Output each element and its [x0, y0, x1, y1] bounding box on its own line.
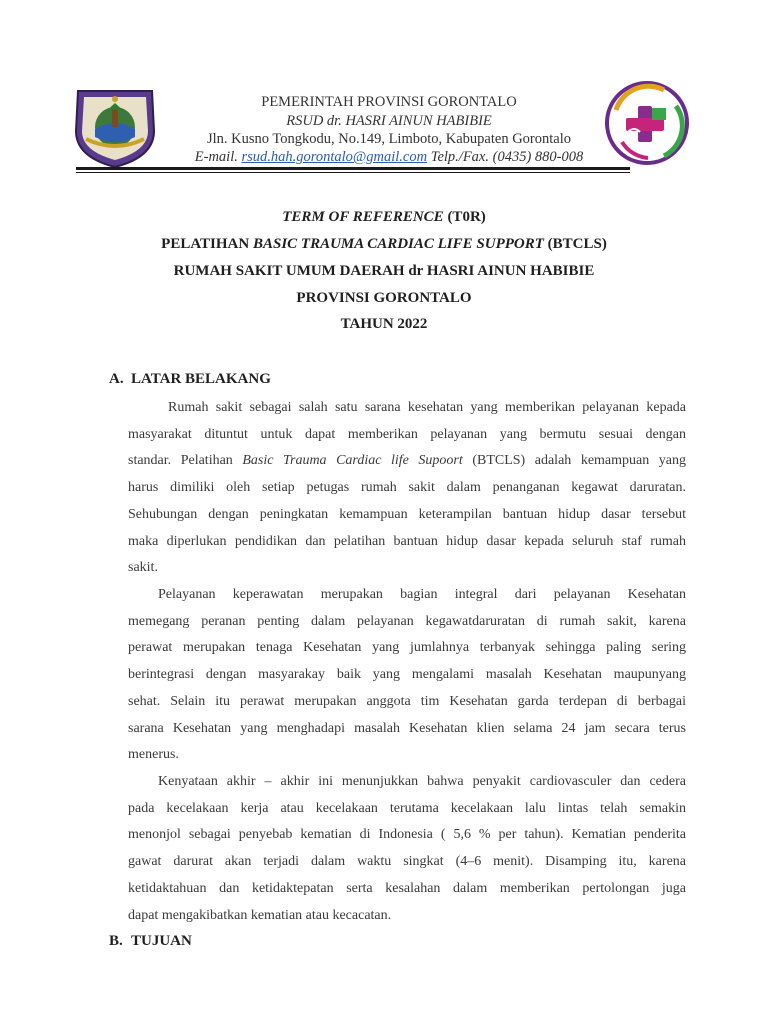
letterhead-government: PEMERINTAH PROVINSI GORONTALO	[261, 94, 517, 110]
phone-text: Telp./Fax. (0435) 880-008	[430, 149, 584, 165]
doc-title-line1: TERM OF REFERENCE (T0R)	[282, 209, 486, 225]
doc-title-line2: PELATIHAN BASIC TRAUMA CARDIAC LIFE SUPPORT (BTCLS)	[161, 236, 607, 252]
email-link[interactable]: rsud.hah.gorontalo@gmail.com	[241, 149, 428, 165]
body-text-line: menonjol sebagai penyebab kematian di Indonesia ( 5,6 % per tahun). Kematian penderita	[128, 827, 686, 843]
body-text-line: standar. Pelatihan Basic Trauma Cardiac life Supoort (BTCLS) adalah kemampuan yang	[128, 453, 686, 469]
body-text-line: berintegrasi dengan masyarakay baik yang mengalami masalah Kesehatan maupunyang	[128, 667, 686, 683]
email-label: E-mail.	[194, 149, 238, 165]
section-heading-b: B. TUJUAN	[109, 933, 192, 949]
body-text-line: pada kecelakaan kerja atau kecelakaan terutama kecelakaan lalu lintas telah semakin	[128, 800, 686, 816]
body-text-line: sarana Kesehatan yang menghadapi masalah Kesehatan klien selama 24 jam secara terus	[128, 720, 686, 736]
body-text-line: sakit.	[128, 560, 158, 576]
body-text-line: Rumah sakit sebagai salah satu sarana kesehatan yang memberikan pelayanan kepada	[168, 400, 686, 415]
body-text-line: maka diperlukan pendidikan dan pelatihan bantuan hidup dasar kepada seluruh staf rumah	[128, 533, 686, 549]
doc-title-line4: PROVINSI GORONTALO	[296, 290, 472, 306]
body-text-line: sehat. Selain itu perawat merupakan anggota tim Kesehatan garda terdepan di berbagai	[128, 693, 686, 709]
body-text-line: dapat mengakibatkan kematian atau kecacatan.	[128, 907, 392, 923]
body-text-line: menerus.	[128, 747, 179, 763]
letterhead-hospital-name: RSUD dr. HASRI AINUN HABIBIE	[286, 113, 492, 129]
body-text-line: gawat darurat akan terjadi dalam waktu singkat (4–6 menit). Disamping itu, karena	[128, 854, 686, 870]
body-text-line: ketidaktahuan dan ketidaktepatan serta kesalahan dalam memberikan pertolongan juga	[128, 880, 686, 896]
body-text-line: masyarakat dituntut untuk dapat memberikan pelayanan yang bermutu sesuai dengan	[128, 426, 686, 442]
section-heading-a: A. LATAR BELAKANG	[109, 371, 271, 387]
body-text-line: Sehubungan dengan peningkatan kemampuan keterampilan bantuan hidup dasar tersebut	[128, 506, 686, 522]
letterhead-contact	[120, 149, 658, 166]
body-text-line: Kenyataan akhir – akhir ini menunjukkan bahwa penyakit cardiovasculer dan cedera	[158, 774, 686, 789]
body-text-line: harus dimiliki oleh setiap petugas rumah sakit dalam penanganan kegawat daruratan.	[128, 480, 686, 496]
doc-title-year: TAHUN 2022	[340, 316, 428, 332]
letterhead-address: Jln. Kusno Tongkodu, No.149, Limboto, Kabupaten Gorontalo	[206, 131, 571, 147]
body-text-line: perawat merupakan tenaga Kesehatan yang jumlahnya terbanyak sehingga paling sering	[128, 640, 686, 656]
body-text-line: Pelayanan keperawatan merupakan bagian integral dari pelayanan Kesehatan	[158, 587, 686, 602]
body-text-line: memegang peranan penting dalam pelayanan kegawatdaruratan di rumah sakit, karena	[128, 613, 686, 629]
doc-title-line3: RUMAH SAKIT UMUM DAERAH dr HASRI AINUN HABIBIE	[173, 263, 595, 279]
letterhead-rule	[76, 167, 630, 170]
letterhead-rule-thin	[76, 172, 630, 173]
